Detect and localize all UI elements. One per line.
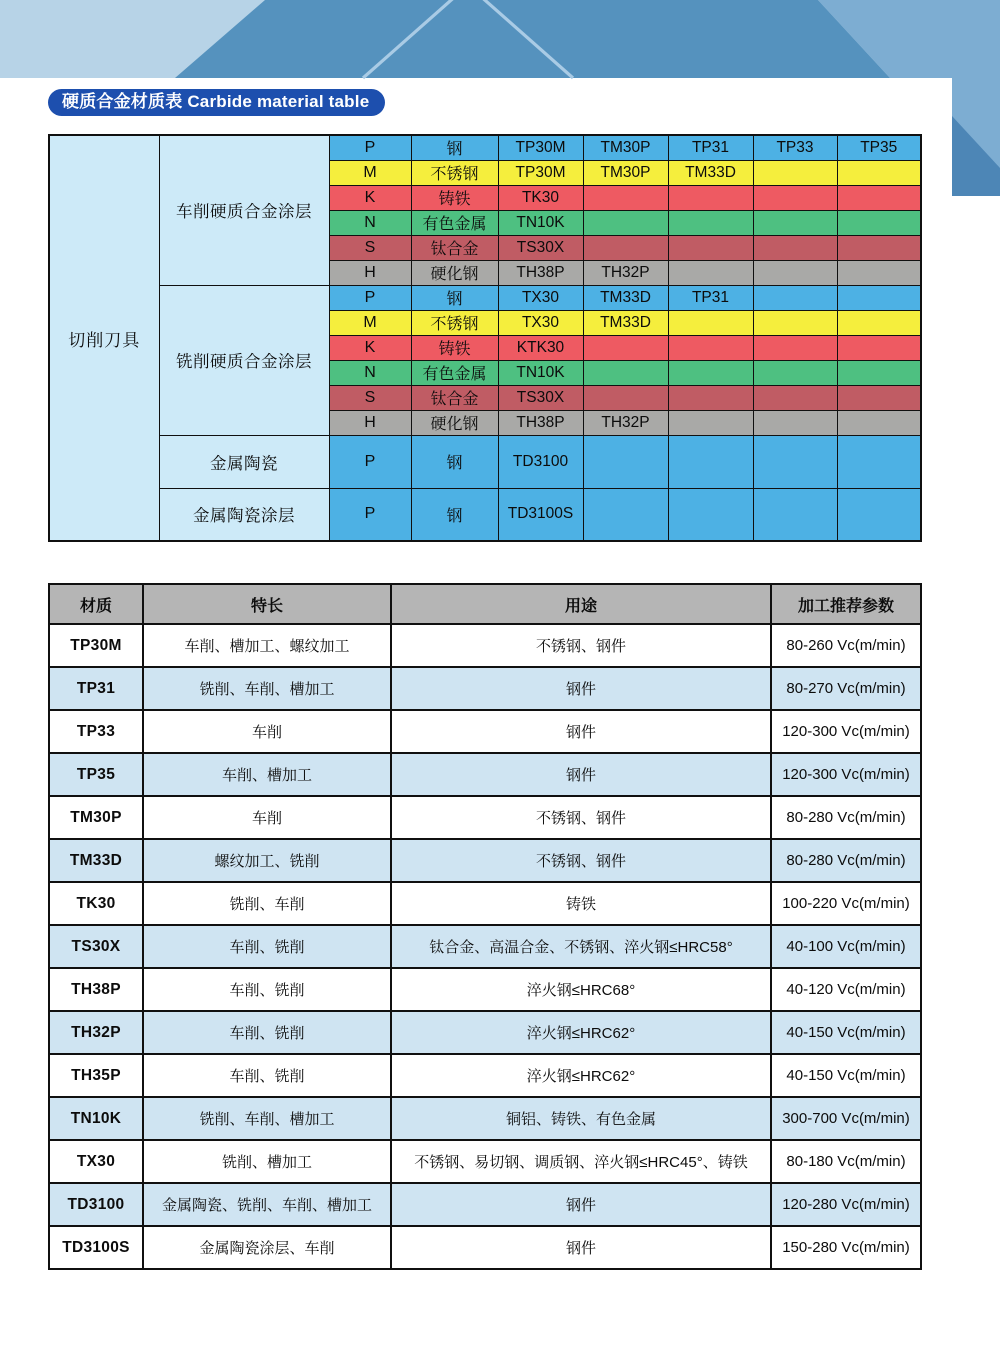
- spec-column-header: 用途: [391, 584, 771, 624]
- grade-code-cell: [753, 285, 837, 310]
- spec-row: [49, 1011, 921, 1054]
- spec-code-cell: TP31: [49, 667, 143, 710]
- matrix-row: [49, 435, 921, 488]
- grade-code-cell: TP35: [837, 135, 921, 160]
- grade-code-cell: [753, 385, 837, 410]
- grade-code-cell: [837, 435, 921, 488]
- section-label-cell: 车削硬质合金涂层: [159, 135, 329, 285]
- spec-code-cell: TD3100: [49, 1183, 143, 1226]
- spec-code-cell: TM30P: [49, 796, 143, 839]
- grade-code-cell: [753, 160, 837, 185]
- iso-letter-cell: S: [329, 235, 411, 260]
- matrix-row: [49, 285, 921, 310]
- workpiece-cell: 铸铁: [411, 335, 498, 360]
- workpiece-cell: 不锈钢: [411, 310, 498, 335]
- iso-letter-cell: K: [329, 335, 411, 360]
- iso-letter-cell: P: [329, 135, 411, 160]
- grade-code-cell: TM30P: [583, 135, 668, 160]
- spec-feature-cell: 车削、铣削: [143, 1054, 391, 1097]
- workpiece-cell: 硬化钢: [411, 260, 498, 285]
- spec-row: [49, 624, 921, 667]
- grade-code-cell: [753, 310, 837, 335]
- grade-code-cell: [583, 488, 668, 541]
- matrix-row: [49, 488, 921, 541]
- grade-code-cell: [668, 185, 753, 210]
- workpiece-cell: 钢: [411, 135, 498, 160]
- spec-param-cell: 300-700 Vc(m/min): [771, 1097, 921, 1140]
- grade-code-cell: [668, 310, 753, 335]
- spec-feature-cell: 铣削、车削、槽加工: [143, 1097, 391, 1140]
- grade-code-cell: [668, 360, 753, 385]
- spec-feature-cell: 铣削、车削: [143, 882, 391, 925]
- spec-param-cell: 150-280 Vc(m/min): [771, 1226, 921, 1269]
- spec-usage-cell: 钢件: [391, 1183, 771, 1226]
- grade-code-cell: TS30X: [498, 235, 583, 260]
- spec-row: [49, 968, 921, 1011]
- grade-code-cell: [668, 488, 753, 541]
- grade-code-cell: TH32P: [583, 260, 668, 285]
- spec-usage-cell: 不锈钢、钢件: [391, 796, 771, 839]
- grade-code-cell: [753, 410, 837, 435]
- spec-usage-cell: 不锈钢、易切钢、调质钢、淬火钢≤HRC45°、铸铁: [391, 1140, 771, 1183]
- iso-letter-cell: P: [329, 435, 411, 488]
- grade-code-cell: [753, 260, 837, 285]
- grade-code-cell: TK30: [498, 185, 583, 210]
- iso-letter-cell: M: [329, 160, 411, 185]
- spec-code-cell: TH35P: [49, 1054, 143, 1097]
- grade-code-cell: [668, 410, 753, 435]
- spec-code-cell: TP30M: [49, 624, 143, 667]
- spec-table: [48, 583, 922, 1270]
- grade-code-cell: [753, 210, 837, 235]
- spec-param-cell: 120-300 Vc(m/min): [771, 753, 921, 796]
- spec-param-cell: 40-150 Vc(m/min): [771, 1011, 921, 1054]
- section-label-cell: 铣削硬质合金涂层: [159, 285, 329, 435]
- grade-code-cell: [837, 310, 921, 335]
- iso-letter-cell: P: [329, 285, 411, 310]
- spec-param-cell: 80-260 Vc(m/min): [771, 624, 921, 667]
- section-label-cell: 金属陶瓷: [159, 435, 329, 488]
- section-label-cell: 金属陶瓷涂层: [159, 488, 329, 541]
- spec-param-cell: 120-300 Vc(m/min): [771, 710, 921, 753]
- spec-row: [49, 667, 921, 710]
- iso-letter-cell: H: [329, 410, 411, 435]
- grade-code-cell: TP31: [668, 285, 753, 310]
- grade-code-cell: TH32P: [583, 410, 668, 435]
- spec-usage-cell: 不锈钢、钢件: [391, 624, 771, 667]
- grade-code-cell: TP33: [753, 135, 837, 160]
- spec-row: [49, 882, 921, 925]
- grade-code-cell: [837, 285, 921, 310]
- grade-code-cell: [583, 210, 668, 235]
- spec-feature-cell: 金属陶瓷、铣削、车削、槽加工: [143, 1183, 391, 1226]
- spec-usage-cell: 钢件: [391, 710, 771, 753]
- spec-feature-cell: 车削、铣削: [143, 925, 391, 968]
- grade-code-cell: TM33D: [668, 160, 753, 185]
- workpiece-cell: 硬化钢: [411, 410, 498, 435]
- grade-code-cell: [668, 235, 753, 260]
- grade-code-cell: [583, 360, 668, 385]
- grade-code-cell: TN10K: [498, 360, 583, 385]
- spec-param-cell: 40-120 Vc(m/min): [771, 968, 921, 1011]
- matrix-table-body: [49, 135, 921, 541]
- grade-code-cell: KTK30: [498, 335, 583, 360]
- spec-usage-cell: 钛合金、高温合金、不锈钢、淬火钢≤HRC58°: [391, 925, 771, 968]
- spec-code-cell: TK30: [49, 882, 143, 925]
- workpiece-cell: 铸铁: [411, 185, 498, 210]
- spec-usage-cell: 钢件: [391, 667, 771, 710]
- spec-row: [49, 1183, 921, 1226]
- grade-code-cell: TX30: [498, 285, 583, 310]
- iso-letter-cell: N: [329, 210, 411, 235]
- spec-code-cell: TP33: [49, 710, 143, 753]
- grade-code-cell: [837, 385, 921, 410]
- tool-group-cell: 切削刀具: [49, 135, 159, 541]
- grade-code-cell: [668, 210, 753, 235]
- grade-code-cell: [668, 335, 753, 360]
- spec-feature-cell: 螺纹加工、铣削: [143, 839, 391, 882]
- grade-code-cell: [837, 360, 921, 385]
- workpiece-cell: 钛合金: [411, 235, 498, 260]
- iso-letter-cell: H: [329, 260, 411, 285]
- spec-code-cell: TS30X: [49, 925, 143, 968]
- spec-table-body: [49, 624, 921, 1269]
- spec-feature-cell: 铣削、车削、槽加工: [143, 667, 391, 710]
- grade-code-cell: [668, 435, 753, 488]
- spec-usage-cell: 钢件: [391, 1226, 771, 1269]
- spec-param-cell: 100-220 Vc(m/min): [771, 882, 921, 925]
- workpiece-cell: 钢: [411, 488, 498, 541]
- spec-feature-cell: 车削: [143, 710, 391, 753]
- grade-code-cell: TS30X: [498, 385, 583, 410]
- grade-code-cell: TH38P: [498, 410, 583, 435]
- grade-code-cell: TM33D: [583, 285, 668, 310]
- iso-letter-cell: N: [329, 360, 411, 385]
- grade-code-cell: [668, 260, 753, 285]
- spec-param-cell: 120-280 Vc(m/min): [771, 1183, 921, 1226]
- spec-feature-cell: 车削、铣削: [143, 1011, 391, 1054]
- spec-param-cell: 80-180 Vc(m/min): [771, 1140, 921, 1183]
- grade-code-cell: TP30M: [498, 135, 583, 160]
- workpiece-cell: 有色金属: [411, 360, 498, 385]
- spec-feature-cell: 金属陶瓷涂层、车削: [143, 1226, 391, 1269]
- grade-code-cell: [837, 260, 921, 285]
- spec-feature-cell: 车削、铣削: [143, 968, 391, 1011]
- spec-code-cell: TN10K: [49, 1097, 143, 1140]
- grade-code-cell: TD3100: [498, 435, 583, 488]
- spec-usage-cell: 铸铁: [391, 882, 771, 925]
- grade-code-cell: TN10K: [498, 210, 583, 235]
- spec-row: [49, 925, 921, 968]
- spec-param-cell: 40-150 Vc(m/min): [771, 1054, 921, 1097]
- spec-row: [49, 1226, 921, 1269]
- spec-param-cell: 80-280 Vc(m/min): [771, 839, 921, 882]
- grade-code-cell: [837, 160, 921, 185]
- grade-code-cell: [837, 410, 921, 435]
- matrix-row: [49, 135, 921, 160]
- grade-code-cell: [583, 185, 668, 210]
- grade-code-cell: [753, 488, 837, 541]
- spec-code-cell: TX30: [49, 1140, 143, 1183]
- spec-column-header: 加工推荐参数: [771, 584, 921, 624]
- grade-code-cell: TM30P: [583, 160, 668, 185]
- spec-code-cell: TP35: [49, 753, 143, 796]
- grade-code-cell: TP30M: [498, 160, 583, 185]
- title-badge: 硬质合金材质表 Carbide material table: [48, 89, 385, 116]
- grade-code-cell: [837, 335, 921, 360]
- grade-code-cell: [753, 185, 837, 210]
- spec-row: [49, 1097, 921, 1140]
- spec-usage-cell: 不锈钢、钢件: [391, 839, 771, 882]
- spec-row: [49, 1140, 921, 1183]
- spec-usage-cell: 淬火钢≤HRC62°: [391, 1011, 771, 1054]
- grade-code-cell: TM33D: [583, 310, 668, 335]
- grade-code-cell: [583, 435, 668, 488]
- grade-code-cell: [583, 235, 668, 260]
- workpiece-cell: 不锈钢: [411, 160, 498, 185]
- spec-usage-cell: 铜铝、铸铁、有色金属: [391, 1097, 771, 1140]
- spec-row: [49, 796, 921, 839]
- spec-row: [49, 710, 921, 753]
- iso-letter-cell: P: [329, 488, 411, 541]
- grade-code-cell: [837, 210, 921, 235]
- iso-letter-cell: S: [329, 385, 411, 410]
- spec-feature-cell: 车削: [143, 796, 391, 839]
- grade-code-cell: [837, 185, 921, 210]
- iso-letter-cell: M: [329, 310, 411, 335]
- workpiece-cell: 钢: [411, 285, 498, 310]
- grade-code-cell: [837, 235, 921, 260]
- spec-feature-cell: 车削、槽加工、螺纹加工: [143, 624, 391, 667]
- spec-usage-cell: 淬火钢≤HRC68°: [391, 968, 771, 1011]
- grade-code-cell: [753, 360, 837, 385]
- iso-letter-cell: K: [329, 185, 411, 210]
- spec-feature-cell: 铣削、槽加工: [143, 1140, 391, 1183]
- carbide-matrix-table: [48, 134, 922, 542]
- spec-param-cell: 80-280 Vc(m/min): [771, 796, 921, 839]
- workpiece-cell: 钢: [411, 435, 498, 488]
- spec-code-cell: TM33D: [49, 839, 143, 882]
- spec-header-row: [49, 584, 921, 624]
- grade-code-cell: [668, 385, 753, 410]
- grade-code-cell: [753, 335, 837, 360]
- grade-code-cell: [583, 385, 668, 410]
- spec-code-cell: TD3100S: [49, 1226, 143, 1269]
- spec-param-cell: 40-100 Vc(m/min): [771, 925, 921, 968]
- grade-code-cell: [837, 488, 921, 541]
- spec-column-header: 特长: [143, 584, 391, 624]
- workpiece-cell: 有色金属: [411, 210, 498, 235]
- spec-usage-cell: 淬火钢≤HRC62°: [391, 1054, 771, 1097]
- workpiece-cell: 钛合金: [411, 385, 498, 410]
- spec-code-cell: TH38P: [49, 968, 143, 1011]
- spec-column-header: 材质: [49, 584, 143, 624]
- grade-code-cell: [753, 435, 837, 488]
- spec-code-cell: TH32P: [49, 1011, 143, 1054]
- spec-row: [49, 839, 921, 882]
- grade-code-cell: TX30: [498, 310, 583, 335]
- grade-code-cell: TP31: [668, 135, 753, 160]
- grade-code-cell: [753, 235, 837, 260]
- spec-feature-cell: 车削、槽加工: [143, 753, 391, 796]
- spec-param-cell: 80-270 Vc(m/min): [771, 667, 921, 710]
- spec-row: [49, 753, 921, 796]
- spec-row: [49, 1054, 921, 1097]
- grade-code-cell: [583, 335, 668, 360]
- grade-code-cell: TD3100S: [498, 488, 583, 541]
- spec-usage-cell: 钢件: [391, 753, 771, 796]
- grade-code-cell: TH38P: [498, 260, 583, 285]
- banner-dark-triangle: [175, 0, 890, 78]
